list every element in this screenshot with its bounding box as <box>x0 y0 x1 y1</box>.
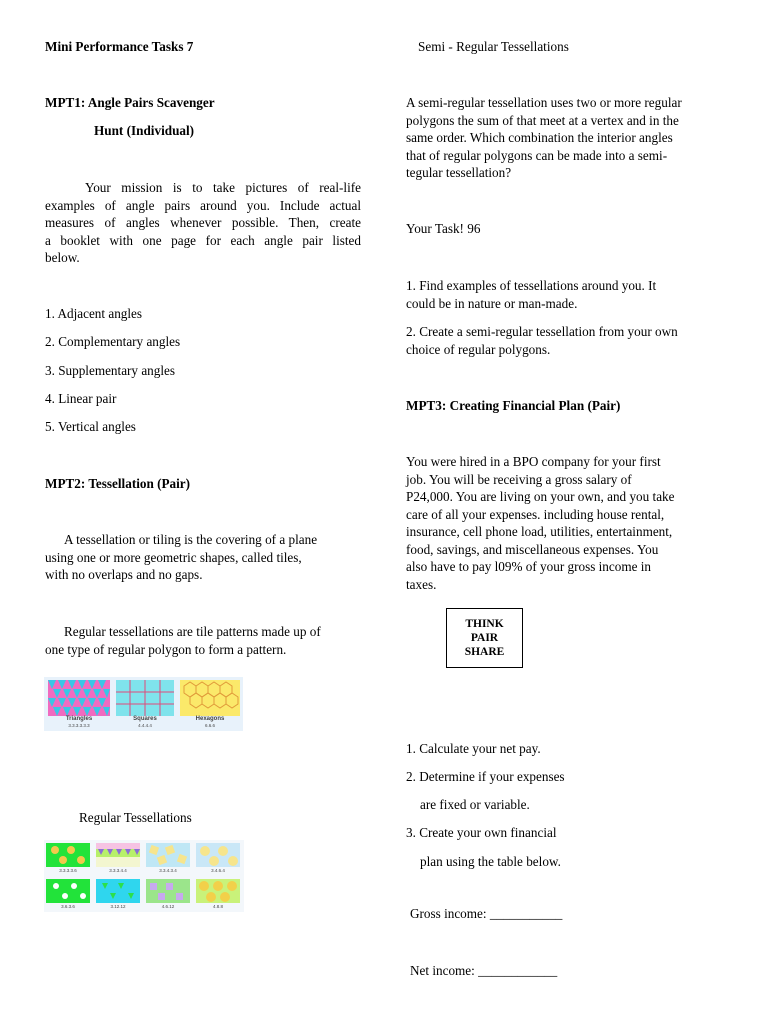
task-2 <box>406 323 678 358</box>
paragraph-line: choice of regular polygons. <box>406 341 551 357</box>
regular-tessellations-figure <box>44 677 243 731</box>
triangles-tile <box>48 680 110 716</box>
pair-label: PAIR <box>470 632 499 644</box>
share-label: SHARE <box>464 646 505 658</box>
paragraph-line: tegular tessellation? <box>406 165 512 180</box>
semi-code: 3.4.6.4 <box>211 868 225 873</box>
tessellation-definition <box>45 531 317 584</box>
angle-list-item: 1. Adjacent angles <box>45 306 143 321</box>
semi-tile-6 <box>96 879 140 903</box>
mpt1-paragraph <box>45 179 361 267</box>
hexagons-label: Hexagons <box>195 716 225 722</box>
step-3: 3. Create your own financial <box>406 825 557 840</box>
semi-tile-2 <box>96 843 140 867</box>
semi-tile-3 <box>146 843 190 867</box>
paragraph-line: P24,000. You are living on your own, and you take <box>406 489 675 504</box>
semi-code: 3.6.3.6 <box>61 904 75 909</box>
paragraph-line: A tessellation or tiling is the covering of a plane <box>64 532 318 547</box>
your-task-label: Your Task! 96 <box>406 221 481 236</box>
header-title-left: Mini Performance Tasks 7 <box>45 39 194 54</box>
paragraph-line: one type of regular polygon to form a pattern. <box>45 641 287 657</box>
semi-regular-definition <box>406 94 682 182</box>
paragraph-line: could be in nature or man-made. <box>406 295 578 311</box>
mpt1-title-line2: Hunt (Individual) <box>94 123 195 138</box>
paragraph-line: food, savings, and miscellaneous expenses. You <box>406 541 659 557</box>
step-2-continued: are fixed or variable. <box>420 797 530 812</box>
semi-tile-7 <box>146 879 190 903</box>
step-1: 1. Calculate your net pay. <box>406 741 541 756</box>
paragraph-line: a booklet with one page for each angle pair listed <box>45 232 361 248</box>
angle-list-item: 2. Complementary angles <box>45 334 181 349</box>
squares-tile <box>116 680 174 716</box>
paragraph-line: that of regular polygons can be made into a semi- <box>406 147 668 163</box>
semi-code: 3.3.4.3.4 <box>159 868 177 873</box>
paragraph-line: polygons the sum of that meet at a vertex and in the <box>406 112 679 128</box>
paragraph-line: You were hired in a BPO company for your first <box>406 454 661 469</box>
paragraph-line: measures of angles whenever possible. Then, create <box>45 215 361 230</box>
step-2: 2. Determine if your expenses <box>406 769 565 784</box>
paragraph-line: examples of angle pairs around you. Include actual <box>45 197 361 213</box>
net-income-field: Net income: ____________ <box>410 963 558 978</box>
semi-regular-tessellations-figure <box>44 840 244 912</box>
semi-code: 3.3.3.4.4 <box>109 868 127 873</box>
paragraph-line: with no overlaps and no gaps. <box>45 567 203 582</box>
hexagons-code: 6.6.6 <box>204 723 215 728</box>
regular-definition <box>45 623 321 658</box>
think-label: THINK <box>465 618 504 630</box>
paragraph-line: also have to pay l09% of your gross income in <box>406 559 652 574</box>
gross-income-field: Gross income: ___________ <box>410 906 563 921</box>
mpt2-title: MPT2: Tessellation (Pair) <box>45 476 191 491</box>
think-pair-share-box <box>446 608 523 668</box>
squares-code: 4.4.4.4 <box>138 723 152 728</box>
angle-list-item: 3. Supplementary angles <box>45 363 176 378</box>
paragraph-line: below. <box>45 250 80 265</box>
header-title-right: Semi - Regular Tessellations <box>418 39 569 54</box>
paragraph-line: 1. Find examples of tessellations around you. It <box>406 278 657 293</box>
mpt1-title-line1: MPT1: Angle Pairs Scavenger <box>45 95 215 110</box>
semi-code: 3.12.12 <box>110 904 126 909</box>
squares-label: Squares <box>133 716 157 722</box>
paragraph-line: A semi-regular tessellation uses two or more regular <box>406 95 682 110</box>
paragraph-line: insurance, cell phone load, utilities, entertainment, <box>406 524 673 539</box>
paragraph-line: care of all your expenses. including house rental, <box>406 506 665 522</box>
semi-tile-1 <box>46 843 90 867</box>
paragraph-line: 2. Create a semi-regular tessellation from your own <box>406 324 678 339</box>
task-1 <box>406 277 656 312</box>
triangles-code: 3.3.3.3.3.3 <box>68 723 90 728</box>
paragraph-line: using one or more geometric shapes, called tiles, <box>45 549 302 565</box>
hexagons-tile <box>180 680 240 716</box>
mpt3-paragraph <box>406 453 675 593</box>
semi-tile-5 <box>46 879 90 903</box>
mpt3-title: MPT3: Creating Financial Plan (Pair) <box>406 398 621 413</box>
semi-regular-tessellations-image <box>44 840 244 912</box>
semi-code: 4.8.8 <box>212 904 223 909</box>
angle-list-item: 5. Vertical angles <box>45 419 136 434</box>
angle-list-item: 4. Linear pair <box>45 391 117 406</box>
semi-tile-8 <box>196 879 240 903</box>
paragraph-line: job. You will be receiving a gross salary of <box>406 471 632 487</box>
paragraph-line: Your mission is to take pictures of real-life <box>85 180 361 195</box>
step-3-continued: plan using the table below. <box>420 854 561 869</box>
triangles-label: Triangles <box>65 716 93 722</box>
paragraph-line: taxes. <box>406 576 437 592</box>
semi-code: 3.3.3.3.6 <box>59 868 77 873</box>
paragraph-line: same order. Which combination the interior angles <box>406 130 673 145</box>
regular-tessellations-caption: Regular Tessellations <box>79 810 192 825</box>
semi-tile-4 <box>196 843 240 867</box>
paragraph-line: Regular tessellations are tile patterns made up of <box>64 624 321 639</box>
semi-code: 4.6.12 <box>161 904 175 909</box>
